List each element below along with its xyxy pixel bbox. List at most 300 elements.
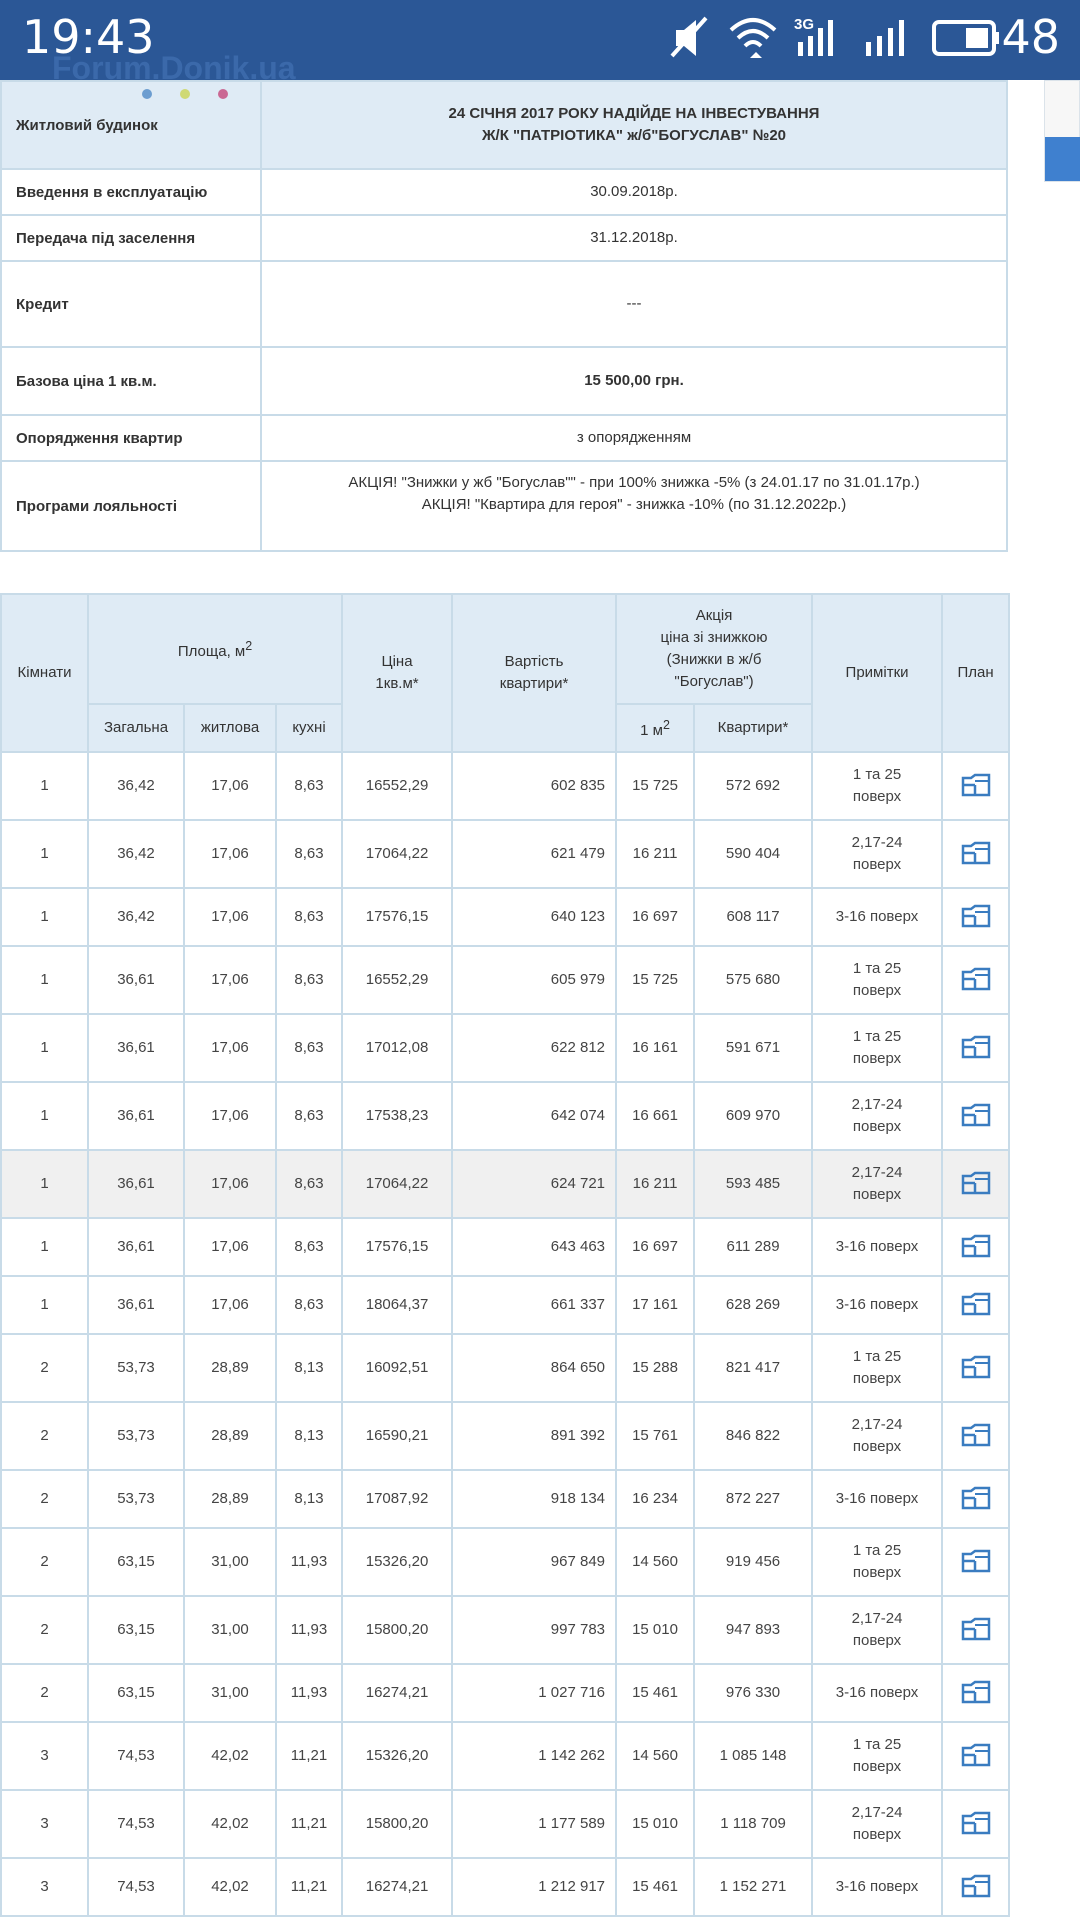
cell-promo-per-m: 15 010: [616, 1596, 694, 1664]
cell-area-total: 36,61: [88, 1014, 184, 1082]
cell-plan[interactable]: [942, 1402, 1009, 1470]
cell-promo-per-m: 15 461: [616, 1664, 694, 1722]
cell-price: 17064,22: [342, 820, 452, 888]
cell-notes: [812, 1596, 942, 1664]
cell-promo-apartment: 572 692: [694, 752, 812, 820]
cell-rooms: 1: [1, 946, 88, 1014]
col-promo-per-m: [616, 704, 694, 752]
cell-promo-apartment: 575 680: [694, 946, 812, 1014]
info-row-credit: [1, 261, 1007, 347]
watermark: Forum.Donik.ua: [52, 50, 296, 86]
cell-notes-line: поверх: [852, 788, 902, 805]
cell-notes-line: 1 та 25: [852, 1028, 902, 1045]
cell-rooms: 3: [1, 1722, 88, 1790]
cell-price: 17064,22: [342, 1150, 452, 1218]
cell-promo-apartment: 593 485: [694, 1150, 812, 1218]
wifi-icon: [728, 14, 778, 62]
cell-promo-apartment: 608 117: [694, 888, 812, 946]
info-row-loyalty: [1, 461, 1007, 551]
cell-area-kitchen: 11,93: [276, 1596, 342, 1664]
cell-rooms: 1: [1, 888, 88, 946]
cell-area-living: 17,06: [184, 946, 276, 1014]
cell-notes: [812, 1334, 942, 1402]
cell-notes-line: поверх: [852, 1186, 902, 1203]
cell-notes-line: 2,17-24: [851, 1416, 903, 1433]
info-value: з опорядженням: [261, 415, 1007, 461]
info-row-handover: [1, 215, 1007, 261]
cell-promo-apartment: 628 269: [694, 1276, 812, 1334]
cell-plan[interactable]: [942, 1334, 1009, 1402]
table-row: [1, 1858, 1009, 1916]
cell-notes: [812, 1082, 942, 1150]
col-cost-line: квартири*: [499, 675, 569, 692]
cell-plan[interactable]: [942, 1276, 1009, 1334]
cell-price: 18064,37: [342, 1276, 452, 1334]
floor-plan-icon[interactable]: [960, 1486, 992, 1512]
cell-notes: [812, 888, 942, 946]
floor-plan-icon[interactable]: [960, 1874, 992, 1900]
cell-area-total: 74,53: [88, 1790, 184, 1858]
col-price-line: Ціна: [381, 653, 413, 670]
cell-notes-line: 1 та 25: [852, 1348, 902, 1365]
cell-area-living: 17,06: [184, 820, 276, 888]
info-value: [261, 81, 1007, 169]
cell-notes: [812, 946, 942, 1014]
cell-promo-per-m: 16 211: [616, 1150, 694, 1218]
cell-area-kitchen: 8,63: [276, 820, 342, 888]
status-time: 19:43: [22, 10, 155, 64]
cell-area-living: 42,02: [184, 1790, 276, 1858]
cell-notes-line: 2,17-24: [851, 1096, 903, 1113]
cell-area-total: 63,15: [88, 1528, 184, 1596]
cell-area-living: 17,06: [184, 1150, 276, 1218]
cell-promo-per-m: 16 211: [616, 820, 694, 888]
cell-rooms: 1: [1, 1014, 88, 1082]
floor-plan-icon[interactable]: [960, 1171, 992, 1197]
cell-area-kitchen: 8,63: [276, 946, 342, 1014]
info-label: Введення в експлуатацію: [1, 169, 261, 215]
table-row: [1, 1014, 1009, 1082]
cell-area-kitchen: 8,63: [276, 1218, 342, 1276]
cell-rooms: 3: [1, 1858, 88, 1916]
cell-notes-line: 1 та 25: [852, 960, 902, 977]
table-row: [1, 1528, 1009, 1596]
cell-rooms: 2: [1, 1664, 88, 1722]
table-row: [1, 1082, 1009, 1150]
cell-promo-per-m: 16 697: [616, 1218, 694, 1276]
table-row: [1, 1402, 1009, 1470]
cell-cost: 864 650: [452, 1334, 616, 1402]
cell-area-kitchen: 8,63: [276, 1150, 342, 1218]
col-promo-line: Акція: [695, 607, 733, 624]
cell-notes: [812, 820, 942, 888]
cell-notes-line: поверх: [852, 1370, 902, 1387]
apartment-price-table: [0, 593, 1010, 1917]
cell-price: 16552,29: [342, 752, 452, 820]
cell-area-living: 31,00: [184, 1528, 276, 1596]
cell-cost: 1 027 716: [452, 1664, 616, 1722]
cell-notes-line: 3-16 поверх: [835, 1878, 919, 1895]
floor-plan-icon[interactable]: [960, 1423, 992, 1449]
col-notes: Примітки: [812, 594, 942, 752]
info-row-base-price: [1, 347, 1007, 415]
cell-area-total: 53,73: [88, 1334, 184, 1402]
info-value: [261, 461, 1007, 551]
cell-area-total: 36,42: [88, 752, 184, 820]
cell-notes: [812, 1150, 942, 1218]
side-panel: [1044, 80, 1080, 182]
cell-notes-line: поверх: [852, 1564, 902, 1581]
cell-promo-per-m: 17 161: [616, 1276, 694, 1334]
cell-area-kitchen: 8,63: [276, 1276, 342, 1334]
table-row: [1, 888, 1009, 946]
cell-notes-line: поверх: [852, 1632, 902, 1649]
cell-rooms: 2: [1, 1528, 88, 1596]
cell-price: 16274,21: [342, 1858, 452, 1916]
mute-icon: [668, 14, 712, 62]
cell-notes-line: 3-16 поверх: [835, 1490, 919, 1507]
cell-promo-per-m: 15 010: [616, 1790, 694, 1858]
cell-notes-line: 3-16 поверх: [835, 1296, 919, 1313]
floor-plan-icon[interactable]: [960, 967, 992, 993]
cell-notes-line: поверх: [852, 856, 902, 873]
floor-plan-icon[interactable]: [960, 841, 992, 867]
cell-cost: 642 074: [452, 1082, 616, 1150]
cell-area-living: 17,06: [184, 888, 276, 946]
cell-area-total: 53,73: [88, 1470, 184, 1528]
col-promo-apartment: Квартири*: [694, 704, 812, 752]
cell-area-kitchen: 8,13: [276, 1402, 342, 1470]
cell-plan[interactable]: [942, 1722, 1009, 1790]
cell-notes-line: 1 та 25: [852, 1542, 902, 1559]
table-row: [1, 1596, 1009, 1664]
cell-cost: 967 849: [452, 1528, 616, 1596]
cell-promo-per-m: 16 661: [616, 1082, 694, 1150]
info-value-line: 24 СІЧНЯ 2017 РОКУ НАДІЙДЕ НА ІНВЕСТУВАННЯ: [448, 105, 820, 122]
cell-plan[interactable]: [942, 1858, 1009, 1916]
table-row: [1, 820, 1009, 888]
cell-rooms: 1: [1, 1150, 88, 1218]
cell-promo-apartment: 947 893: [694, 1596, 812, 1664]
cell-area-kitchen: 11,21: [276, 1790, 342, 1858]
cell-notes-line: поверх: [852, 1826, 902, 1843]
cell-promo-per-m: 16 697: [616, 888, 694, 946]
cell-area-kitchen: 8,63: [276, 752, 342, 820]
cell-area-kitchen: 8,63: [276, 1082, 342, 1150]
cell-cost: 605 979: [452, 946, 616, 1014]
info-row-commissioning: [1, 169, 1007, 215]
cell-area-kitchen: 8,63: [276, 888, 342, 946]
col-cost: [452, 594, 616, 752]
table-row: [1, 1334, 1009, 1402]
info-label: Базова ціна 1 кв.м.: [1, 347, 261, 415]
info-value: 31.12.2018р.: [261, 215, 1007, 261]
cell-promo-apartment: 1 085 148: [694, 1722, 812, 1790]
table-row: [1, 1276, 1009, 1334]
col-plan: План: [942, 594, 1009, 752]
cell-price: 16092,51: [342, 1334, 452, 1402]
floor-plan-icon[interactable]: [960, 1035, 992, 1061]
cell-area-total: 36,61: [88, 1218, 184, 1276]
cell-notes-line: 3-16 поверх: [835, 908, 919, 925]
cell-notes: [812, 1276, 942, 1334]
cell-notes-line: поверх: [852, 1050, 902, 1067]
cell-notes-line: 2,17-24: [851, 834, 903, 851]
cell-rooms: 3: [1, 1790, 88, 1858]
table-row: [1, 1470, 1009, 1528]
cell-notes: [812, 1528, 942, 1596]
table-row: [1, 1722, 1009, 1790]
cell-price: 15800,20: [342, 1790, 452, 1858]
col-promo-line: ціна зі знижкою: [660, 629, 768, 646]
battery-icon: [932, 18, 1002, 58]
col-area: [88, 594, 342, 704]
cell-plan[interactable]: [942, 888, 1009, 946]
cell-price: 15326,20: [342, 1528, 452, 1596]
cell-rooms: 2: [1, 1402, 88, 1470]
cell-plan[interactable]: [942, 1528, 1009, 1596]
cell-rooms: 1: [1, 820, 88, 888]
cell-area-living: 42,02: [184, 1858, 276, 1916]
cell-cost: 1 142 262: [452, 1722, 616, 1790]
col-promo-per-m-sup: 2: [662, 718, 670, 732]
cell-cost: 622 812: [452, 1014, 616, 1082]
cell-promo-apartment: 1 118 709: [694, 1790, 812, 1858]
cell-price: 17087,92: [342, 1470, 452, 1528]
floor-plan-icon[interactable]: [960, 1617, 992, 1643]
cell-area-total: 74,53: [88, 1722, 184, 1790]
cell-promo-apartment: 609 970: [694, 1082, 812, 1150]
cell-notes: [812, 1402, 942, 1470]
cell-cost: 997 783: [452, 1596, 616, 1664]
cell-notes-line: поверх: [852, 982, 902, 999]
col-area-label: Площа, м: [177, 643, 246, 660]
floor-plan-icon[interactable]: [960, 773, 992, 799]
col-cost-line: Вартість: [504, 653, 564, 670]
cell-plan[interactable]: [942, 820, 1009, 888]
cell-notes-line: 2,17-24: [851, 1804, 903, 1821]
cell-promo-per-m: 15 725: [616, 946, 694, 1014]
cell-notes-line: 1 та 25: [852, 1736, 902, 1753]
cell-area-living: 28,89: [184, 1402, 276, 1470]
cell-cost: 602 835: [452, 752, 616, 820]
col-promo-per-m-label: 1 м: [640, 722, 663, 739]
cell-promo-per-m: 14 560: [616, 1528, 694, 1596]
cell-cost: 661 337: [452, 1276, 616, 1334]
cell-notes-line: поверх: [852, 1438, 902, 1455]
cell-price: 17538,23: [342, 1082, 452, 1150]
cell-area-living: 17,06: [184, 1014, 276, 1082]
cell-cost: 1 177 589: [452, 1790, 616, 1858]
cell-notes-line: поверх: [852, 1758, 902, 1775]
col-rooms: Кімнати: [1, 594, 88, 752]
cell-area-kitchen: 11,93: [276, 1528, 342, 1596]
floor-plan-icon[interactable]: [960, 1292, 992, 1318]
cell-cost: 891 392: [452, 1402, 616, 1470]
cell-promo-apartment: 611 289: [694, 1218, 812, 1276]
floor-plan-icon[interactable]: [960, 1234, 992, 1260]
cell-price: 16274,21: [342, 1664, 452, 1722]
cell-notes: [812, 1014, 942, 1082]
cell-promo-per-m: 15 761: [616, 1402, 694, 1470]
table-row: [1, 1150, 1009, 1218]
table-row: [1, 946, 1009, 1014]
info-label: Житловий будинок: [1, 81, 261, 169]
cell-plan[interactable]: [942, 1664, 1009, 1722]
cell-cost: 621 479: [452, 820, 616, 888]
cell-area-living: 42,02: [184, 1722, 276, 1790]
cell-promo-apartment: 1 152 271: [694, 1858, 812, 1916]
cell-promo-apartment: 976 330: [694, 1664, 812, 1722]
cell-area-living: 28,89: [184, 1334, 276, 1402]
cell-area-kitchen: 8,63: [276, 1014, 342, 1082]
cell-notes: [812, 1218, 942, 1276]
floor-plan-icon[interactable]: [960, 1743, 992, 1769]
cell-area-total: 53,73: [88, 1402, 184, 1470]
col-promo-line: (Знижки в ж/б: [666, 651, 762, 668]
cell-plan[interactable]: [942, 1470, 1009, 1528]
info-value-line: АКЦІЯ! "Знижки у жб "Богуслав"" - при 100% знижка -5% (з 24.01.17 по 31.01.17р.): [348, 474, 920, 491]
floor-plan-icon[interactable]: [960, 1355, 992, 1381]
cell-promo-apartment: 590 404: [694, 820, 812, 888]
floor-plan-icon[interactable]: [960, 1680, 992, 1706]
cell-area-living: 17,06: [184, 1218, 276, 1276]
cell-area-total: 36,61: [88, 1150, 184, 1218]
col-promo-line: "Богуслав"): [674, 673, 754, 690]
cell-plan[interactable]: [942, 1150, 1009, 1218]
side-panel-tab[interactable]: [1045, 137, 1080, 181]
info-label: Опорядження квартир: [1, 415, 261, 461]
info-value-line: АКЦІЯ! "Квартира для героя" - знижка -10% (по 31.12.2022р.): [421, 496, 847, 513]
cell-price: 15326,20: [342, 1722, 452, 1790]
cell-plan[interactable]: [942, 1014, 1009, 1082]
cell-promo-per-m: 15 461: [616, 1858, 694, 1916]
info-label: Програми лояльності: [1, 461, 261, 551]
floor-plan-icon[interactable]: [960, 1811, 992, 1837]
cell-notes: [812, 752, 942, 820]
info-label: Кредит: [1, 261, 261, 347]
cell-cost: 624 721: [452, 1150, 616, 1218]
cell-notes-line: 3-16 поверх: [835, 1684, 919, 1701]
info-value-line: Ж/К "ПАТРІОТИКА" ж/б"БОГУСЛАВ" №20: [481, 127, 787, 144]
cell-notes: [812, 1722, 942, 1790]
cell-area-total: 36,61: [88, 1082, 184, 1150]
watermark-dots: [142, 86, 256, 104]
cell-rooms: 1: [1, 1276, 88, 1334]
floor-plan-icon[interactable]: [960, 1549, 992, 1575]
cell-area-living: 17,06: [184, 1276, 276, 1334]
cell-notes: [812, 1858, 942, 1916]
cell-promo-per-m: 16 161: [616, 1014, 694, 1082]
cell-promo-apartment: 919 456: [694, 1528, 812, 1596]
info-value: 15 500,00 грн.: [261, 347, 1007, 415]
cell-notes-line: 1 та 25: [852, 766, 902, 783]
cell-area-kitchen: 11,93: [276, 1664, 342, 1722]
cell-rooms: 2: [1, 1334, 88, 1402]
cell-area-total: 36,61: [88, 1276, 184, 1334]
network-type: 3G: [794, 16, 815, 33]
cell-area-living: 31,00: [184, 1596, 276, 1664]
col-area-living: житлова: [184, 704, 276, 752]
cell-promo-per-m: 15 725: [616, 752, 694, 820]
cell-area-living: 31,00: [184, 1664, 276, 1722]
info-value: ---: [261, 261, 1007, 347]
cell-price: 16552,29: [342, 946, 452, 1014]
building-info-table: [0, 80, 1008, 552]
cell-area-total: 36,61: [88, 946, 184, 1014]
cell-plan[interactable]: [942, 1596, 1009, 1664]
cell-cost: 640 123: [452, 888, 616, 946]
cell-rooms: 1: [1, 752, 88, 820]
cell-rooms: 2: [1, 1470, 88, 1528]
info-label: Передача під заселення: [1, 215, 261, 261]
table-row: [1, 1218, 1009, 1276]
cell-notes: [812, 1664, 942, 1722]
cell-notes-line: 3-16 поверх: [835, 1238, 919, 1255]
cell-area-living: 17,06: [184, 1082, 276, 1150]
cell-cost: 1 212 917: [452, 1858, 616, 1916]
cell-area-total: 36,42: [88, 888, 184, 946]
floor-plan-icon[interactable]: [960, 904, 992, 930]
cell-notes-line: 2,17-24: [851, 1164, 903, 1181]
info-row-finishing: [1, 415, 1007, 461]
cell-plan[interactable]: [942, 1218, 1009, 1276]
cell-promo-apartment: 872 227: [694, 1470, 812, 1528]
cell-area-kitchen: 8,13: [276, 1334, 342, 1402]
col-promo: [616, 594, 812, 704]
cell-cost: 643 463: [452, 1218, 616, 1276]
battery-level: 48: [1001, 10, 1060, 64]
cell-promo-per-m: 16 234: [616, 1470, 694, 1528]
cell-area-total: 74,53: [88, 1858, 184, 1916]
table-row: [1, 1664, 1009, 1722]
cell-area-kitchen: 11,21: [276, 1858, 342, 1916]
col-area-kitchen: кухні: [276, 704, 342, 752]
cell-notes-line: поверх: [852, 1118, 902, 1135]
cell-promo-apartment: 591 671: [694, 1014, 812, 1082]
cell-cost: 918 134: [452, 1470, 616, 1528]
info-value: 30.09.2018р.: [261, 169, 1007, 215]
cell-rooms: 2: [1, 1596, 88, 1664]
col-area-sup: 2: [245, 639, 253, 653]
cell-notes: [812, 1790, 942, 1858]
cell-area-kitchen: 8,13: [276, 1470, 342, 1528]
cell-promo-per-m: 15 288: [616, 1334, 694, 1402]
cell-plan[interactable]: [942, 1790, 1009, 1858]
cell-price: 16590,21: [342, 1402, 452, 1470]
col-price: [342, 594, 452, 752]
cell-notes: [812, 1470, 942, 1528]
cell-area-total: 36,42: [88, 820, 184, 888]
cell-price: 17576,15: [342, 888, 452, 946]
cell-area-living: 28,89: [184, 1470, 276, 1528]
floor-plan-icon[interactable]: [960, 1103, 992, 1129]
cell-price: 15800,20: [342, 1596, 452, 1664]
cell-plan[interactable]: [942, 1082, 1009, 1150]
cell-notes-line: 2,17-24: [851, 1610, 903, 1627]
cell-price: 17012,08: [342, 1014, 452, 1082]
signal-icon-2: [864, 14, 912, 62]
col-area-total: Загальна: [88, 704, 184, 752]
cell-area-kitchen: 11,21: [276, 1722, 342, 1790]
table-row: [1, 1790, 1009, 1858]
cell-plan[interactable]: [942, 946, 1009, 1014]
cell-area-living: 17,06: [184, 752, 276, 820]
cell-price: 17576,15: [342, 1218, 452, 1276]
signal-icon: [796, 14, 840, 62]
cell-plan[interactable]: [942, 752, 1009, 820]
cell-area-total: 63,15: [88, 1664, 184, 1722]
